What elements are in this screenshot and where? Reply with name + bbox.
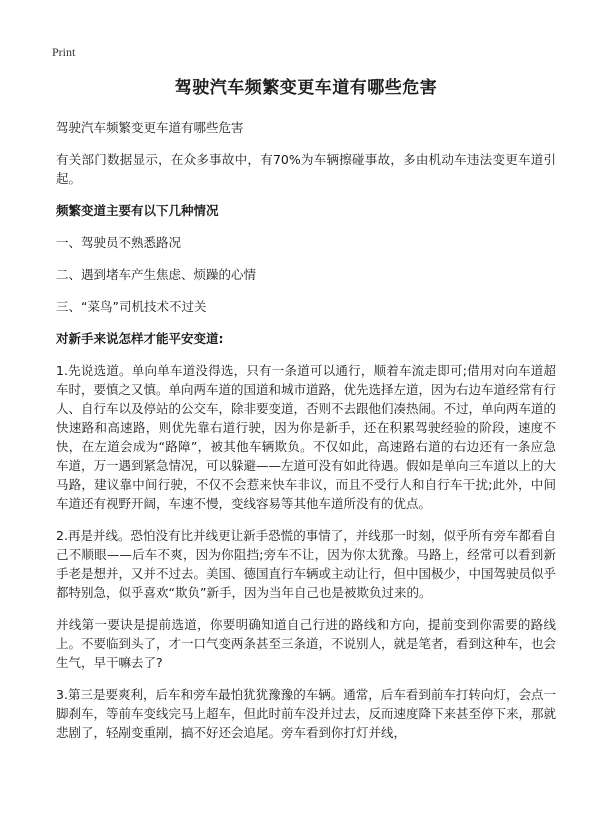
subtitle: 驾驶汽车频繁变更车道有哪些危害 [56, 120, 244, 135]
print-label: Print [52, 45, 76, 59]
intro-paragraph: 有关部门数据显示，在众多事故中，有70%为车辆擦碰事故，多由机动车违法变更车道引起。 [56, 152, 556, 186]
paragraph-merging: 2.再是并线。恐怕没有比并线更让新手恐慌的事情了，并线那一时刻，似乎所有旁车都看自己不顺眼——后车不爽，因为你阻挡;旁车不让，因为你太犹豫。马路上，经常可以看到新手老是想并，又并不过去。美国、德国直行车辆或主动让行，但中国极少，中国驾驶员似乎都特别急，似乎喜欢“欺负”新手，因为当年自己也是被欺负过来的。 [56, 528, 557, 600]
page-title: 驾驶汽车频繁变更车道有哪些危害 [174, 78, 438, 98]
section-heading: 频繁变道主要有以下几种情况 [56, 203, 219, 218]
paragraph-early-lane: 并线第一要诀是提前选道，你要明确知道自己行进的路线和方向，提前变到你需要的路线上。不要临到头了，才一口气变两条甚至三条道，不说别人，就是笔者，看到这种车，也会生气，早干嘛去了? [56, 617, 557, 670]
list-item: 一、驾驶员不熟悉路况 [56, 235, 182, 250]
paragraph-lane-choice: 1.先说选道。单向单车道没得选，只有一条道可以通行，顺着车流走即可;借用对向车道超车时，要慎之又慎。单向两车道的国道和城市道路，优先选择左道，因为右边车道经常有行人、自行车以及停站的公交车，除非要变道，否则不去跟他们凑热闹。不过，单向两车道的快速路和高速路，则优先靠右道行驶，因为你是新手，还在积累驾驶经验的阶段，速度不快，在左道会成为“路障”，被其他车辆欺负。不仅如此，高速路右道的右边还有一条应急车道，万一遇到紧急情况，可以躲避——左道可没有如此待遇。假如是单向三车道以上的大马路，建议靠中间行驶，不仅不会惹来快车非议，而且不受行人和自行车干扰;此外，中间车道还有视野开阔，车速不慢，变线容易等其他车道所没有的优点。 [56, 363, 557, 511]
document-body [56, 76, 556, 755]
paragraph-decisive: 3.第三是要爽利，后车和旁车最怕犹犹豫豫的车辆。通常，后车看到前车打转向灯，会点一脚刹车，等前车变线完马上超车，但此时前车没并过去，反而速度降下来甚至停下来，那就悲剧了，轻剐变重剐，搞不好还会追尾。旁车看到你打灯并线， [56, 687, 557, 740]
list-item: 二、遇到堵车产生焦虑、烦躁的心情 [56, 267, 257, 282]
list-item: 三、“菜鸟”司机技术不过关 [56, 299, 207, 314]
section-heading: 对新手来说怎样才能平安变道: [56, 331, 224, 346]
